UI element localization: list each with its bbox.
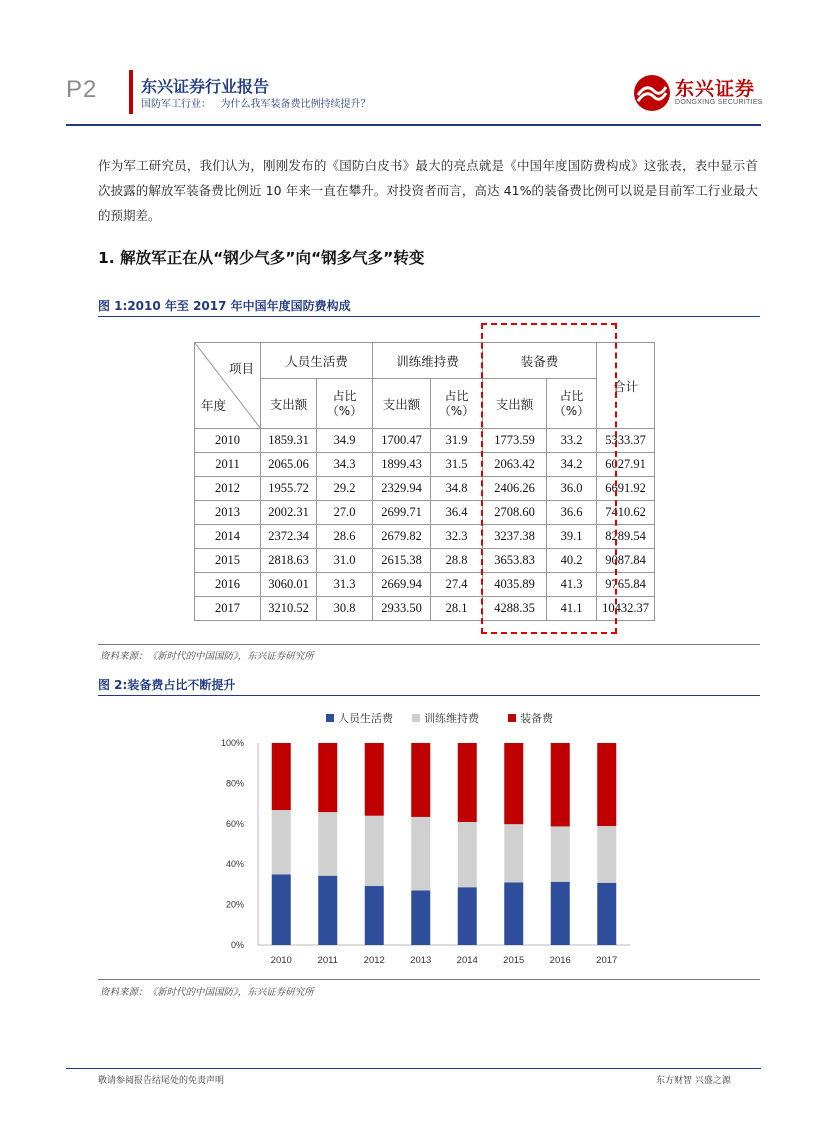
ratio-label: 占比 — [332, 388, 357, 403]
table-cell-year: 2013 — [195, 501, 261, 525]
table-cell-e-pct: 36.6 — [547, 501, 597, 525]
x-tick-label: 2011 — [317, 955, 338, 966]
table-cell-p-pct: 31.0 — [317, 549, 373, 573]
table-cell-t-amt: 2679.82 — [373, 525, 431, 549]
y-tick-label: 40% — [225, 859, 244, 870]
bar-装备费-2012 — [365, 743, 384, 816]
table-cell-t-pct: 31.5 — [431, 453, 483, 477]
table-cell-t-amt: 2933.50 — [373, 597, 431, 621]
group-header-equipment: 装备费 — [483, 343, 597, 379]
table-cell-p-pct: 29.2 — [317, 477, 373, 501]
x-tick-label: 2015 — [503, 955, 525, 966]
table-cell-t-amt: 1899.43 — [373, 453, 431, 477]
figure2-source: 资料来源：《新时代的中国国防》，东兴证券研究所 — [100, 987, 314, 998]
table-cell-total: 10432.37 — [597, 597, 655, 621]
bar-人员生活费-2010 — [272, 875, 291, 945]
table-cell-p-amt: 2372.34 — [261, 525, 317, 549]
table-cell-total: 6027.91 — [597, 453, 655, 477]
table-cell-t-amt: 2699.71 — [373, 501, 431, 525]
figure2-bottom-rule — [98, 979, 760, 980]
table-cell-p-amt: 1859.31 — [261, 429, 317, 453]
table-cell-total: 9087.84 — [597, 549, 655, 573]
bar-人员生活费-2011 — [318, 876, 337, 945]
equipment-highlight-box — [481, 323, 617, 634]
amount-header: 支出额 — [373, 379, 431, 429]
legend-label: 人员生活费 — [338, 712, 393, 725]
section-title: 1. 解放军正在从“钢少气多”向“钢多气多”转变 — [98, 249, 425, 267]
bar-训练维持费-2013 — [411, 817, 430, 891]
legend-swatch — [326, 714, 334, 722]
bar-装备费-2017 — [597, 743, 616, 826]
table-cell-e-pct: 36.0 — [547, 477, 597, 501]
table-cell-t-pct: 27.4 — [431, 573, 483, 597]
bar-训练维持费-2015 — [504, 824, 523, 882]
y-tick-label: 60% — [225, 818, 244, 829]
table-cell-total: 7410.62 — [597, 501, 655, 525]
bar-人员生活费-2013 — [411, 890, 430, 945]
table-cell-e-amt: 4288.35 — [483, 597, 547, 621]
corner-label-year: 年度 — [201, 398, 227, 413]
table-cell-e-pct: 41.1 — [547, 597, 597, 621]
page-number: P2 — [66, 76, 98, 103]
figure1-bottom-rule — [98, 644, 760, 645]
logo-text: 东兴证券 — [675, 78, 756, 100]
bar-人员生活费-2014 — [458, 887, 477, 945]
bar-人员生活费-2015 — [504, 882, 523, 945]
footer-disclaimer: 敬请参阅报告结尾处的免责声明 — [98, 1076, 225, 1086]
equipment-share-chart — [210, 700, 640, 972]
table-cell-e-amt: 4035.89 — [483, 573, 547, 597]
ratio-unit: （%） — [438, 403, 475, 418]
legend-label: 装备费 — [520, 712, 553, 725]
table-cell-p-amt: 3210.52 — [261, 597, 317, 621]
table-cell-t-amt: 2615.38 — [373, 549, 431, 573]
x-tick-label: 2017 — [596, 955, 618, 966]
table-cell-p-pct: 34.9 — [317, 429, 373, 453]
table-cell-year: 2015 — [195, 549, 261, 573]
figure1-top-rule — [98, 316, 760, 317]
y-tick-label: 100% — [220, 738, 244, 748]
bar-训练维持费-2014 — [458, 822, 477, 887]
table-cell-year: 2012 — [195, 477, 261, 501]
table-cell-t-pct: 32.3 — [431, 525, 483, 549]
intro-paragraph: 作为军工研究员，我们认为，刚刚发布的《国防白皮书》最大的亮点就是《中国年度国防费构成》这张表，表中显示首次披露的解放军装备费比例近 10 年来一直在攀升。对投资者而言，高达 41%的装备费比例可以说是目前军工行业最大的预期差。 — [98, 158, 758, 223]
ratio-label: 占比 — [559, 388, 584, 403]
x-tick-label: 2013 — [410, 955, 432, 966]
legend-label: 训练维持费 — [424, 712, 479, 725]
table-cell-t-pct: 28.1 — [431, 597, 483, 621]
table-cell-p-pct: 27.0 — [317, 501, 373, 525]
legend-swatch — [508, 714, 516, 722]
table-cell-p-amt: 3060.01 — [261, 573, 317, 597]
bar-装备费-2015 — [504, 743, 523, 824]
table-cell-year: 2010 — [195, 429, 261, 453]
bar-装备费-2011 — [318, 743, 337, 812]
table-cell-t-pct: 31.9 — [431, 429, 483, 453]
group-header-personnel: 人员生活费 — [261, 343, 373, 379]
header-accent-bar — [129, 70, 133, 114]
total-header: 合计 — [597, 343, 655, 429]
header-divider — [66, 124, 761, 126]
amount-header: 支出额 — [483, 379, 547, 429]
bar-训练维持费-2010 — [272, 810, 291, 874]
x-tick-label: 2010 — [270, 955, 292, 966]
table-cell-t-pct: 36.4 — [431, 501, 483, 525]
bar-装备费-2016 — [551, 743, 570, 826]
figure2-top-rule — [98, 695, 760, 696]
ratio-unit: （%） — [326, 403, 363, 418]
bar-装备费-2014 — [458, 743, 477, 822]
table-cell-total: 8289.54 — [597, 525, 655, 549]
footer-divider — [66, 1068, 761, 1069]
table-cell-year: 2017 — [195, 597, 261, 621]
ratio-header — [317, 379, 373, 429]
table-cell-p-amt: 2818.63 — [261, 549, 317, 573]
corner-label-item: 项目 — [228, 361, 254, 376]
table-cell-p-pct: 34.3 — [317, 453, 373, 477]
table-cell-e-amt: 2406.26 — [483, 477, 547, 501]
table-cell-t-amt: 1700.47 — [373, 429, 431, 453]
logo-subtext: DONGXING SECURITIES — [675, 99, 763, 106]
figure1-source: 资料来源：《新时代的中国国防》，东兴证券研究所 — [100, 651, 314, 662]
table-cell-t-amt: 2329.94 — [373, 477, 431, 501]
table-cell-e-amt: 3653.83 — [483, 549, 547, 573]
table-cell-e-amt: 2063.42 — [483, 453, 547, 477]
bar-装备费-2013 — [411, 743, 430, 817]
table-cell-total: 5333.37 — [597, 429, 655, 453]
table-cell-e-pct: 33.2 — [547, 429, 597, 453]
bar-人员生活费-2016 — [551, 882, 570, 945]
table-cell-t-pct: 34.8 — [431, 477, 483, 501]
table-corner-cell — [195, 343, 261, 429]
footer-slogan: 东方财智 兴盛之源 — [656, 1076, 731, 1086]
ratio-label: 占比 — [444, 388, 469, 403]
report-subtitle: 国防军工行业： 为什么我军装备费比例持续提升？ — [141, 99, 371, 110]
bar-训练维持费-2011 — [318, 812, 337, 876]
y-tick-label: 0% — [230, 940, 244, 950]
table-cell-p-pct: 31.3 — [317, 573, 373, 597]
table-cell-t-pct: 28.8 — [431, 549, 483, 573]
table-cell-e-amt: 1773.59 — [483, 429, 547, 453]
amount-header: 支出额 — [261, 379, 317, 429]
table-cell-e-pct: 34.2 — [547, 453, 597, 477]
table-cell-p-amt: 2002.31 — [261, 501, 317, 525]
report-title: 东兴证券行业报告 — [141, 77, 270, 96]
group-header-training: 训练维持费 — [373, 343, 483, 379]
ratio-header — [431, 379, 483, 429]
table-cell-year: 2011 — [195, 453, 261, 477]
table-cell-year: 2014 — [195, 525, 261, 549]
table-cell-e-pct: 41.3 — [547, 573, 597, 597]
bar-人员生活费-2017 — [597, 883, 616, 945]
figure1-caption: 图 1:2010 年至 2017 年中国年度国防费构成 — [98, 299, 351, 313]
table-cell-e-amt: 2708.60 — [483, 501, 547, 525]
table-cell-p-amt: 2065.06 — [261, 453, 317, 477]
table-cell-p-amt: 1955.72 — [261, 477, 317, 501]
figure2-caption: 图 2:装备费占比不断提升 — [98, 678, 236, 692]
x-tick-label: 2016 — [549, 955, 571, 966]
table-cell-total: 6691.92 — [597, 477, 655, 501]
bar-训练维持费-2012 — [365, 816, 384, 886]
bar-训练维持费-2017 — [597, 826, 616, 883]
legend-swatch — [412, 714, 420, 722]
table-cell-year: 2016 — [195, 573, 261, 597]
bar-人员生活费-2012 — [365, 886, 384, 945]
diagonal-line — [195, 343, 261, 429]
table-cell-e-pct: 40.2 — [547, 549, 597, 573]
y-tick-label: 80% — [225, 778, 244, 789]
x-tick-label: 2012 — [363, 955, 385, 966]
ratio-unit: （%） — [553, 403, 590, 418]
x-tick-label: 2014 — [456, 955, 478, 966]
table-cell-e-pct: 39.1 — [547, 525, 597, 549]
table-cell-p-pct: 30.8 — [317, 597, 373, 621]
bar-训练维持费-2016 — [551, 826, 570, 881]
table-cell-e-amt: 3237.38 — [483, 525, 547, 549]
y-tick-label: 20% — [225, 899, 244, 910]
table-cell-t-amt: 2669.94 — [373, 573, 431, 597]
table-cell-total: 9765.84 — [597, 573, 655, 597]
bar-装备费-2010 — [272, 743, 291, 810]
table-cell-p-pct: 28.6 — [317, 525, 373, 549]
